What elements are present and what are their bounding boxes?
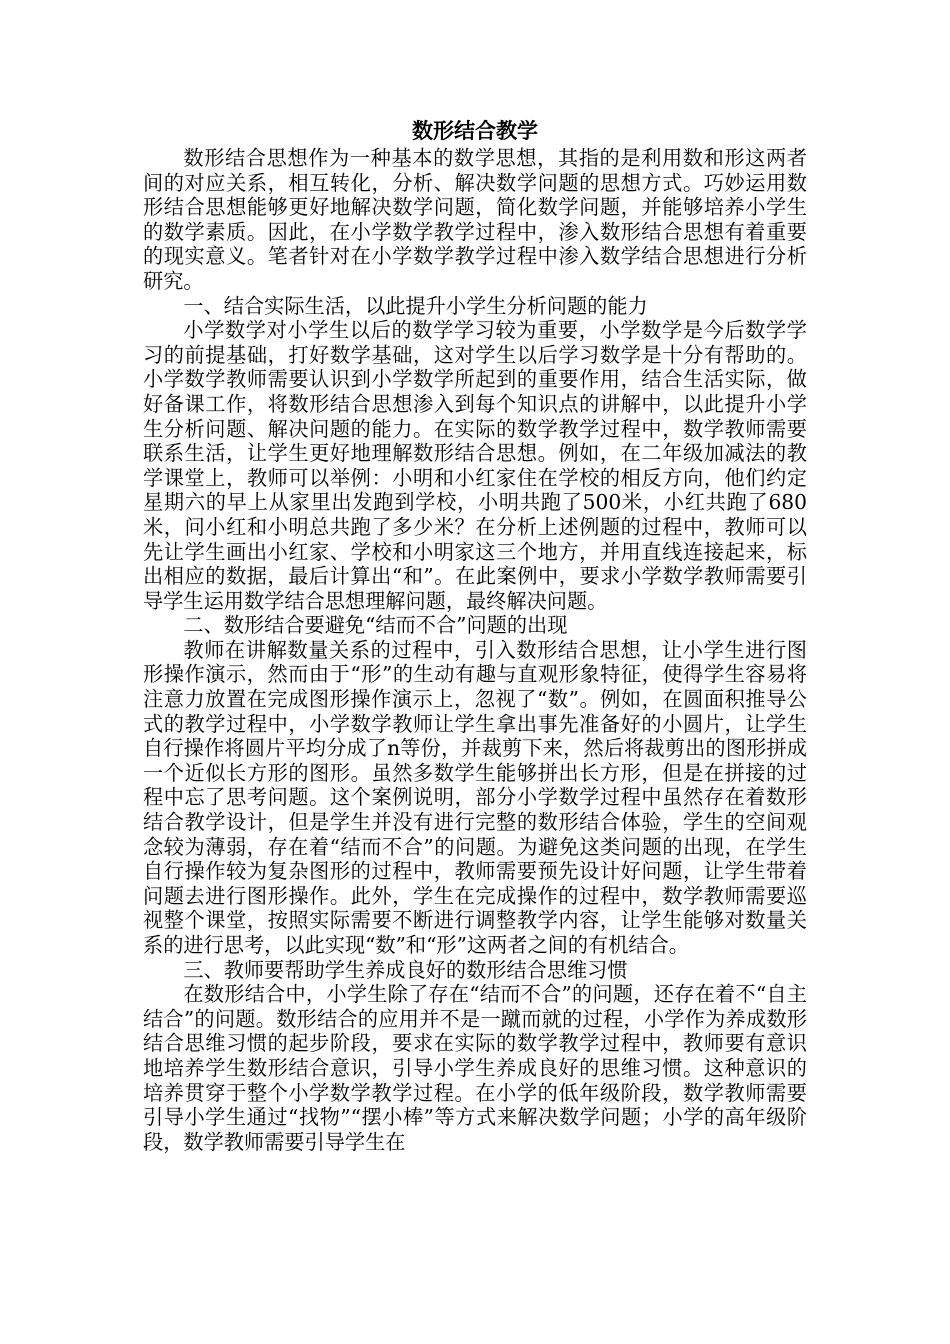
section-heading-3: 三、教师要帮助学生养成良好的数形结合思维习惯 [183, 957, 628, 982]
section-2-paragraph: 教师在讲解数量关系的过程中，引入数形结合思想，让小学生进行图形操作演示，然而由于“形”的生动有趣与直观形象特征，使得学生容易将注意力放置在完成图形操作演示上，忽视了“数”。例如，在圆面积推导公式的教学过程中，小学数学教师让学生拿出事先准备好的小圆片，让学生自行操作将圆片平均分成了n等份，并裁剪下来，然后将裁剪出的图形拼成一个近似长方形的图形。虽然多数学生能够拼出长方形，但是在拼接的过程中忘了思考问题。这个案例说明，部分小学数学过程中虽然存在着数形结合教学设计，但是学生并没有进行完整的数形结合体验，学生的空间观念较为薄弱，存在着“结而不合”的问题。为避免这类问题的出现，在学生自行操作较为复杂图形的过程中，教师需要预先设计好问题，让学生带着问题去进行图形操作。此外，学生在完成操作的过程中，数学教师需要巡视整个课堂，按照实际需要不断进行调整教学内容，让学生能够对数量关系的进行思考，以此实现“数”和“形”这两者之间的有机结合。 [143, 637, 807, 957]
intro-paragraph: 数形结合思想作为一种基本的数学思想，其指的是利用数和形这两者间的对应关系，相互转化，分析、解决数学问题的思想方式。巧妙运用数形结合思想能够更好地解决数学问题，简化数学问题，并能够培养小学生的数学素质。因此，在小学数学教学过程中，渗入数形结合思想有着重要的现实意义。笔者针对在小学数学教学过程中渗入数学结合思想进行分析研究。 [143, 146, 807, 293]
document-title: 数形结合教学 [412, 118, 538, 143]
section-3-paragraph: 在数形结合中，小学生除了存在“结而不合”的问题，还存在着不“自主结合”的问题。数形结合的应用并不是一蹴而就的过程，小学作为养成数形结合思维习惯的起步阶段，要求在实际的数学教学过程中，教师要有意识地培养学生数形结合意识，引导小学生养成良好的思维习惯。这种意识的培养贯穿于整个小学数学教学过程。在小学的低年级阶段，数学教师需要引导小学生通过“找物”“摆小棒”等方式来解决数学问题；小学的高年级阶段，数学教师需要引导学生在 [143, 982, 807, 1154]
section-heading-1: 一、结合实际生活，以此提升小学生分析问题的能力 [183, 293, 648, 318]
document-page [143, 116, 807, 1154]
section-1-paragraph: 小学数学对小学生以后的数学学习较为重要，小学数学是今后数学学习的前提基础，打好数学基础，这对学生以后学习数学是十分有帮助的。小学数学教师需要认识到小学数学所起到的重要作用，结合生活实际，做好备课工作，将数形结合思想渗入到每个知识点的讲解中，以此提升小学生分析问题、解决问题的能力。在实际的数学教学过程中，数学教师需要联系生活，让学生更好地理解数形结合思想。例如，在二年级加减法的教学课堂上，教师可以举例：小明和小红家住在学校的相反方向，他们约定星期六的早上从家里出发跑到学校，小明共跑了500米，小红共跑了680米，问小红和小明总共跑了多少米？在分析上述例题的过程中，教师可以先让学生画出小红家、学校和小明家这三个地方，并用直线连接起来，标出相应的数据，最后计算出“和”。在此案例中，要求小学数学教师需要引导学生运用数学结合思想理解问题，最终解决问题。 [143, 318, 807, 613]
section-heading-2: 二、数形结合要避免“结而不合”问题的出现 [183, 613, 568, 638]
